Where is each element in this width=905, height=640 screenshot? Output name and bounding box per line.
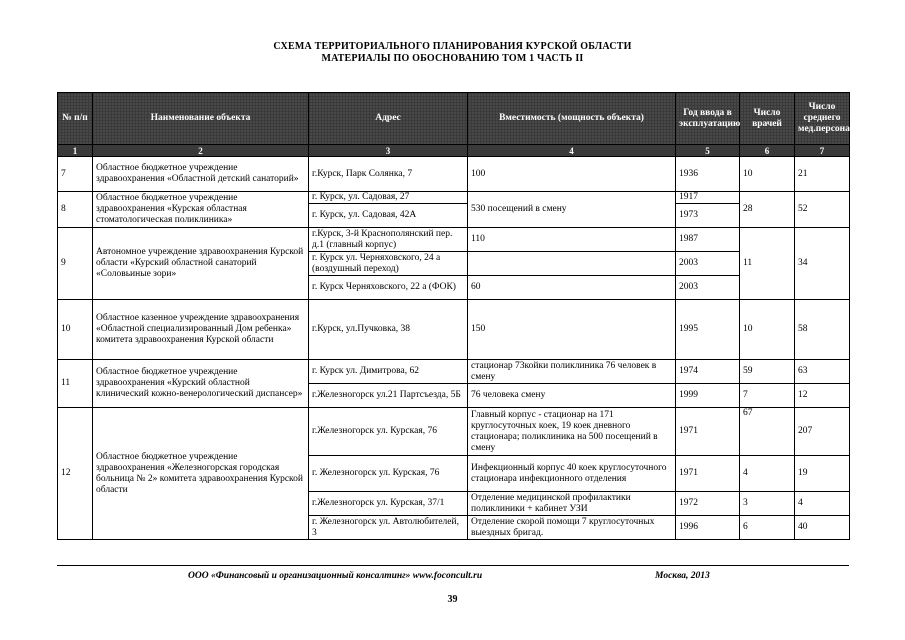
doctors: 10: [740, 157, 795, 192]
facilities-table: [57, 92, 861, 540]
year: 1995: [676, 300, 740, 360]
header-nurses: Число среднего мед.персонала: [795, 93, 850, 145]
year: 1971: [676, 456, 740, 492]
year: 1917: [676, 192, 740, 204]
doctors: 59: [740, 360, 795, 384]
col-num-1: 1: [58, 145, 93, 157]
object-name: Областное бюджетное учреждение здравоохранения «Железногорская городская больница № 2» комитета здравоохранения Курской области: [93, 408, 309, 540]
doctors: 7: [740, 384, 795, 408]
capacity: 60: [468, 276, 676, 300]
document-title: [0, 41, 905, 65]
doctors: 10: [740, 300, 795, 360]
object-name: Областное бюджетное учреждение здравоохранения «Областной детский санаторий»: [93, 157, 309, 192]
year: 1973: [676, 204, 740, 228]
col-num-2: 2: [93, 145, 309, 157]
address: г. Курск ул. Димитрова, 62: [309, 360, 468, 384]
header-num: № п/п: [58, 93, 93, 145]
year: 1999: [676, 384, 740, 408]
year: 1972: [676, 492, 740, 516]
address: г. Курск Черняховского, 22 а (ФОК): [309, 276, 468, 300]
capacity: Отделение медицинской профилактики поликлиники + кабинет УЗИ: [468, 492, 676, 516]
col-num-3: 3: [309, 145, 468, 157]
address: г. Курск, ул. Садовая, 27: [309, 192, 468, 204]
object-name: Областное бюджетное учреждение здравоохранения «Курский областной клинический кожно-венерологический диспансер»: [93, 360, 309, 408]
row-number: 8: [58, 192, 93, 228]
address: г. Курск, ул. Садовая, 42А: [309, 204, 468, 228]
header-address: Адрес: [309, 93, 468, 145]
capacity: Главный корпус - стационар на 171 круглосуточных коек, 19 коек дневного стационара; поликлиника на 500 посещений в смену: [468, 408, 676, 456]
footer-city: Москва, 2013: [655, 571, 710, 581]
header-row: [58, 93, 850, 145]
doctors: 28: [740, 192, 795, 228]
footer-company: ООО «Финансовый и организационный консалтинг» www.foconcult.ru: [188, 571, 483, 581]
nurses: 207: [795, 408, 850, 456]
page-number: 39: [447, 594, 458, 605]
header-doctors: Число врачей: [740, 93, 795, 145]
nurses: 58: [795, 300, 850, 360]
address: г.Железногорск ул.21 Партсъезда, 5Б: [309, 384, 468, 408]
doctors: 4: [740, 456, 795, 492]
col-num-5: 5: [676, 145, 740, 157]
doctors: 11: [740, 228, 795, 300]
address: г.Железногорск ул. Курская, 37/1: [309, 492, 468, 516]
row-number: 9: [58, 228, 93, 300]
col-num-6: 6: [740, 145, 795, 157]
nurses: 21: [795, 157, 850, 192]
year: 1987: [676, 228, 740, 252]
address: г. Курск ул. Черняховского, 24 а (воздушный переход): [309, 252, 468, 276]
address: г.Курск, 3-й Краснополянский пер. д.1 (главный корпус): [309, 228, 468, 252]
address: г. Железногорск ул. Курская, 76: [309, 456, 468, 492]
row-number: 12: [58, 408, 93, 540]
title-line-1: СХЕМА ТЕРРИТОРИАЛЬНОГО ПЛАНИРОВАНИЯ КУРСКОЙ ОБЛАСТИ: [273, 41, 632, 52]
year: 1974: [676, 360, 740, 384]
nurses: 19: [795, 456, 850, 492]
address: г.Курск, Парк Солянка, 7: [309, 157, 468, 192]
row-number: 11: [58, 360, 93, 408]
doctors: 67: [740, 408, 795, 456]
year: 1936: [676, 157, 740, 192]
address: г.Железногорск ул. Курская, 76: [309, 408, 468, 456]
object-name: Областное казенное учреждение здравоохранения «Областной специализированный Дом ребенка» комитета здравоохранения Курской области: [93, 300, 309, 360]
object-name: Автономное учреждение здравоохранения Курской области «Курский областной санаторий «Соловьиные зори»: [93, 228, 309, 300]
capacity: 76 человека смену: [468, 384, 676, 408]
header-name: Наименование объекта: [93, 93, 309, 145]
address: г. Железногорск ул. Автолюбителей, 3: [309, 516, 468, 540]
table-row: [58, 228, 850, 252]
table-row: [58, 408, 850, 456]
table-row: [58, 300, 850, 360]
year: 2003: [676, 252, 740, 276]
capacity: Инфекционный корпус 40 коек круглосуточного стационара инфекционного отделения: [468, 456, 676, 492]
doctors: 3: [740, 492, 795, 516]
nurses: 12: [795, 384, 850, 408]
nurses: 34: [795, 228, 850, 300]
year: 2003: [676, 276, 740, 300]
table-row: [58, 157, 850, 192]
capacity: 100: [468, 157, 676, 192]
col-num-7: 7: [795, 145, 850, 157]
capacity: 110: [468, 228, 676, 252]
nurses: 52: [795, 192, 850, 228]
column-number-row: [58, 145, 850, 157]
col-num-4: 4: [468, 145, 676, 157]
table-row: [58, 192, 850, 204]
capacity: Отделение скорой помощи 7 круглосуточных выездных бригад.: [468, 516, 676, 540]
header-capacity: Вместимость (мощность объекта): [468, 93, 676, 145]
capacity: [468, 252, 676, 276]
capacity: 150: [468, 300, 676, 360]
footer-divider: [57, 565, 849, 566]
nurses: 63: [795, 360, 850, 384]
capacity: стационар 73койки поликлиника 76 человек в смену: [468, 360, 676, 384]
table-row: [58, 360, 850, 384]
nurses: 4: [795, 492, 850, 516]
address: г.Курск, ул.Пучковка, 38: [309, 300, 468, 360]
header-year: Год ввода в эксплуатацию: [676, 93, 740, 145]
capacity: 530 посещений в смену: [468, 192, 676, 228]
year: 1996: [676, 516, 740, 540]
object-name: Областное бюджетное учреждение здравоохранения «Курская областная стоматологическая поликлиника»: [93, 192, 309, 228]
doctors: 6: [740, 516, 795, 540]
title-line-2: МАТЕРИАЛЫ ПО ОБОСНОВАНИЮ ТОМ 1 ЧАСТЬ II: [321, 53, 584, 64]
year: 1971: [676, 408, 740, 456]
row-number: 10: [58, 300, 93, 360]
row-number: 7: [58, 157, 93, 192]
nurses: 40: [795, 516, 850, 540]
